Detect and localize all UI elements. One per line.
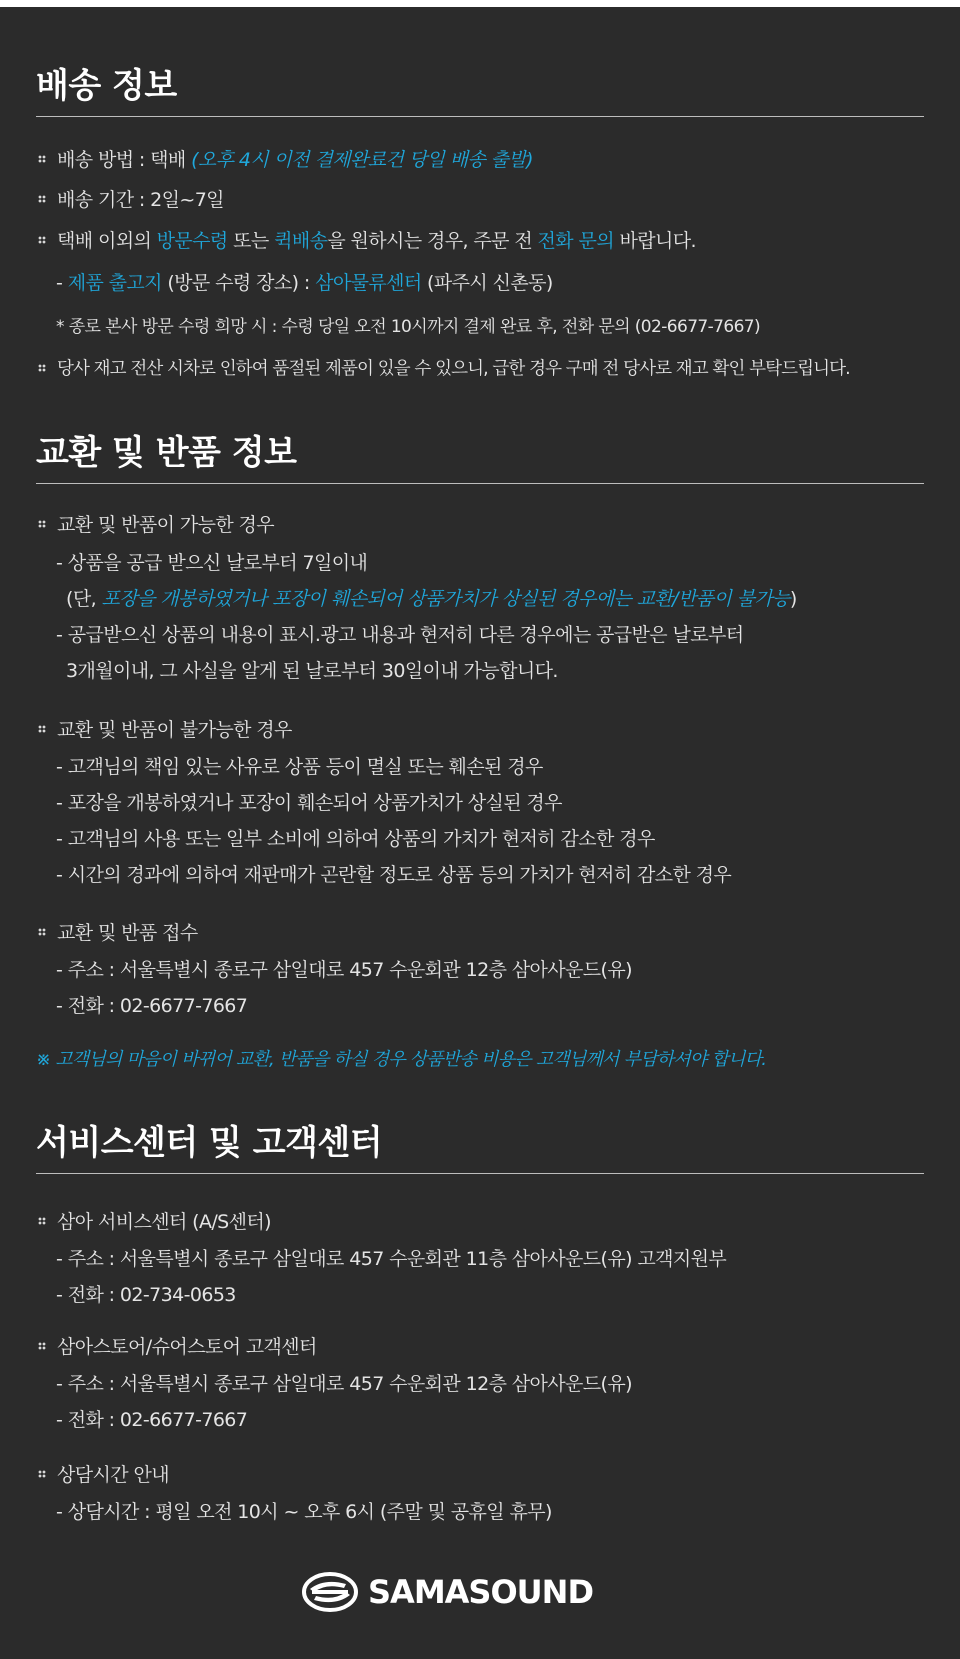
shipping-info-section	[36, 64, 924, 117]
return-impossible-heading: 교환 및 반품이 불가능한 경우	[36, 717, 292, 743]
samasound-logo	[302, 1566, 593, 1618]
list-item: (단, 포장을 개봉하였거나 포장이 훼손되어 상품가치가 상실된 경우에는 교환/반품이 불가능)	[66, 588, 797, 610]
section-divider	[36, 1173, 924, 1174]
bullet-icon	[38, 928, 46, 936]
list-item: - 주소 : 서울특별시 종로구 삼일대로 457 수운회관 12층 삼아사운드(유)	[56, 959, 632, 981]
bullet-icon	[38, 364, 46, 372]
section-title: 배송 정보	[36, 66, 177, 106]
shipping-period-line: 배송 기간 : 2일~7일	[36, 187, 224, 213]
bullet-icon	[38, 1470, 46, 1478]
list-item: - 주소 : 서울특별시 종로구 삼일대로 457 수운회관 12층 삼아사운드(유)	[56, 1373, 632, 1395]
list-item: - 전화 : 02-734-0653	[56, 1284, 236, 1306]
warehouse-line: - 제품 출고지 (방문 수령 장소) : 삼아물류센터 (파주시 신촌동)	[56, 272, 553, 294]
bullet-icon	[38, 195, 46, 203]
list-item: 3개월이내, 그 사실을 알게 된 날로부터 30일이내 가능합니다.	[66, 660, 558, 682]
list-item: - 전화 : 02-6677-7667	[56, 995, 248, 1017]
hours-heading: 상담시간 안내	[36, 1462, 169, 1488]
section-divider	[36, 116, 924, 117]
stock-notice-line: 당사 재고 전산 시차로 인하여 품절된 제품이 있을 수 있으니, 급한 경우 구매 전 당사로 재고 확인 부탁드립니다.	[36, 356, 850, 382]
section-title: 서비스센터 및 고객센터	[36, 1123, 383, 1163]
list-item: - 시간의 경과에 의하여 재판매가 곤란할 정도로 상품 등의 가치가 현저히 감소한 경우	[56, 864, 732, 886]
section-divider	[36, 483, 924, 484]
service-center-section	[36, 1121, 924, 1174]
list-item: - 고객님의 책임 있는 사유로 상품 등이 멸실 또는 훼손된 경우	[56, 756, 543, 778]
list-item: - 주소 : 서울특별시 종로구 삼일대로 457 수운회관 11층 삼아사운드(유) 고객지원부	[56, 1248, 727, 1270]
as-center-heading: 삼아 서비스센터 (A/S센터)	[36, 1209, 271, 1235]
pickup-notice-line: 택배 이외의 방문수령 또는 퀵배송을 원하시는 경우, 주문 전 전화 문의 바랍니다.	[36, 228, 696, 254]
bullet-icon	[38, 725, 46, 733]
top-border	[0, 0, 960, 7]
shipping-method-line: 배송 방법 : 택배 (오후 4시 이전 결제완료건 당일 배송 출발)	[36, 147, 533, 173]
samasound-emblem-icon	[302, 1572, 358, 1612]
store-center-heading: 삼아스토어/슈어스토어 고객센터	[36, 1334, 317, 1360]
list-item: - 공급받으신 상품의 내용이 표시.광고 내용과 현저히 다른 경우에는 공급받은 날로부터	[56, 624, 744, 646]
logo-text: SAMASOUND	[368, 1573, 593, 1611]
return-reception-heading: 교환 및 반품 접수	[36, 920, 198, 946]
list-item: - 상담시간 : 평일 오전 10시 ~ 오후 6시 (주말 및 공휴일 휴무)	[56, 1501, 552, 1523]
bullet-icon	[38, 155, 46, 163]
exchange-return-section	[36, 431, 924, 484]
bullet-icon	[38, 1342, 46, 1350]
return-possible-heading: 교환 및 반품이 가능한 경우	[36, 512, 274, 538]
bullet-icon	[38, 520, 46, 528]
section-title: 교환 및 반품 정보	[36, 433, 297, 473]
bullet-icon	[38, 236, 46, 244]
list-item: - 상품을 공급 받으신 날로부터 7일이내	[56, 552, 368, 574]
hq-pickup-note: * 종로 본사 방문 수령 희망 시 : 수령 당일 오전 10시까지 결제 완료 후, 전화 문의 (02-6677-7667)	[56, 317, 761, 337]
list-item: - 전화 : 02-6677-7667	[56, 1409, 248, 1431]
bullet-icon	[38, 1217, 46, 1225]
list-item: - 포장을 개봉하였거나 포장이 훼손되어 상품가치가 상실된 경우	[56, 792, 562, 814]
return-cost-note: ※ 고객님의 마음이 바뀌어 교환, 반품을 하실 경우 상품반송 비용은 고객님께서 부담하셔야 합니다.	[36, 1049, 767, 1070]
list-item: - 고객님의 사용 또는 일부 소비에 의하여 상품의 가치가 현저히 감소한 경우	[56, 828, 655, 850]
